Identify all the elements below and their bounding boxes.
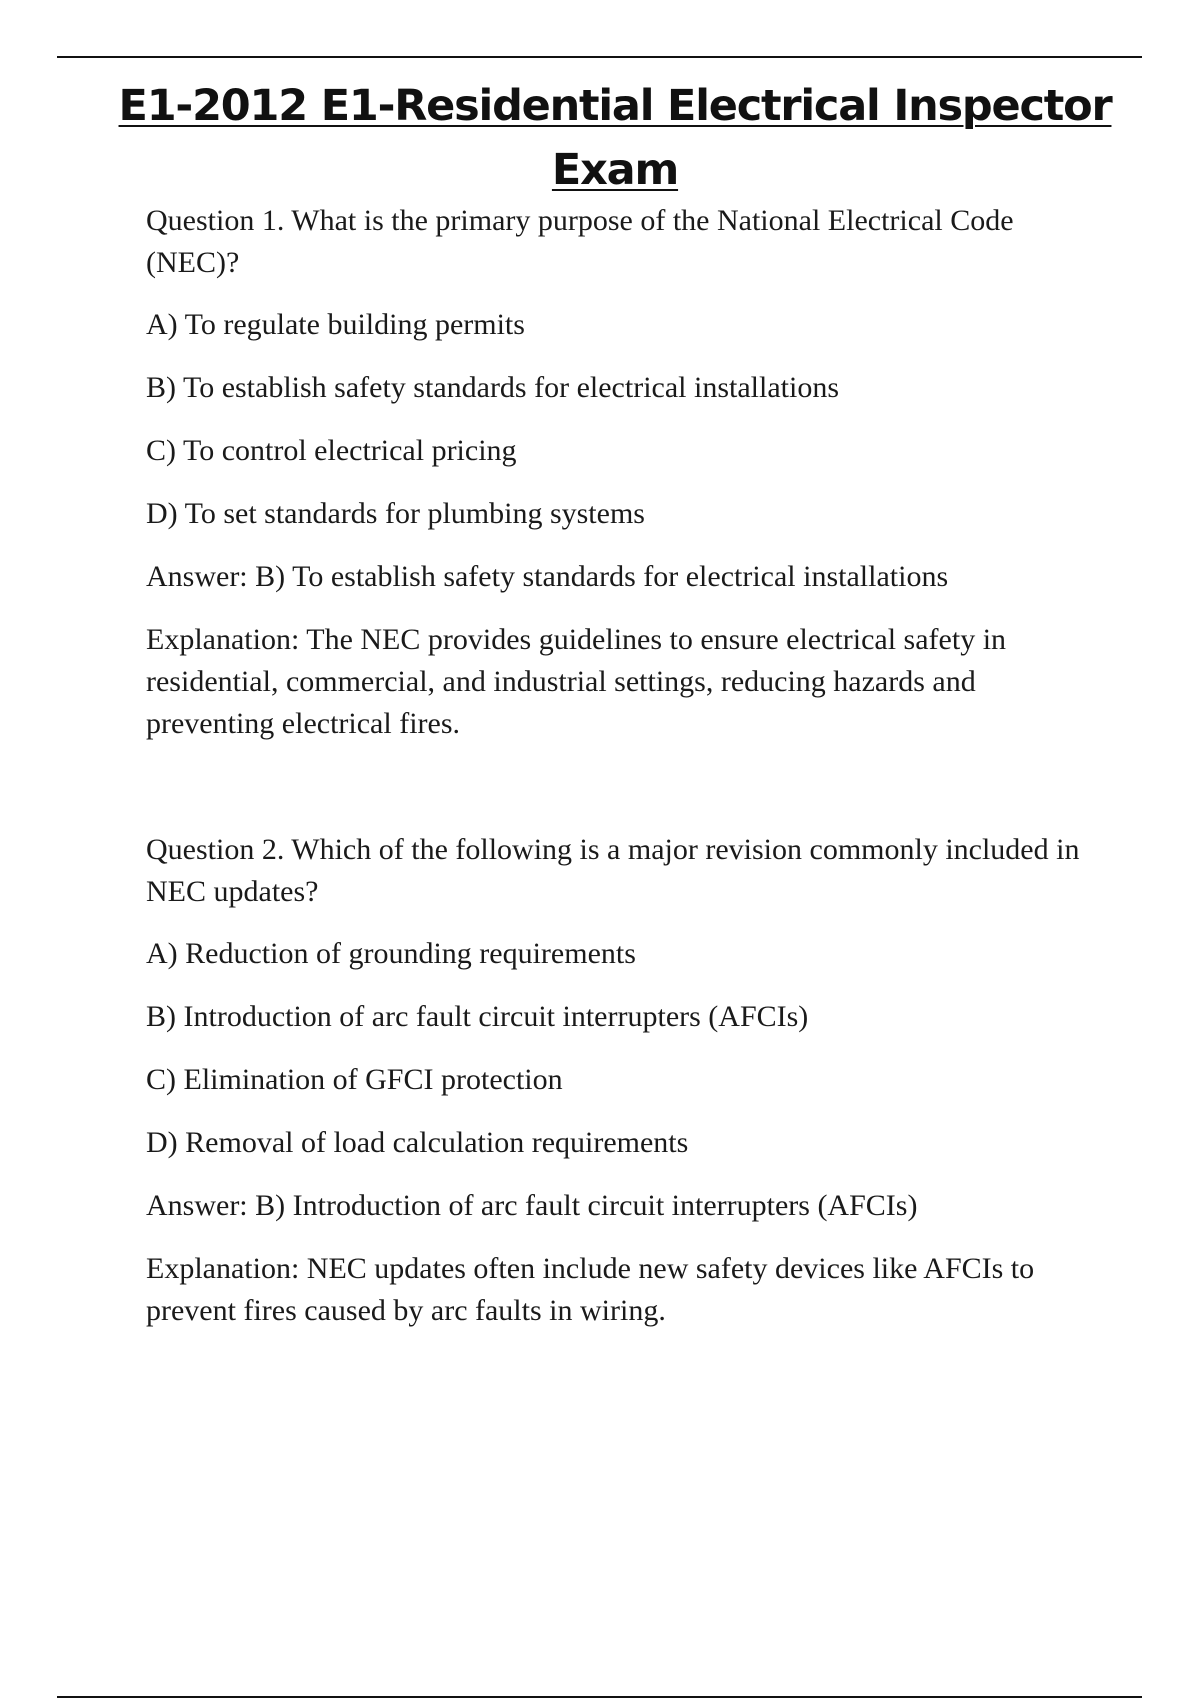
question-block-1: [146, 200, 1086, 745]
answer-text: Answer: B) To establish safety standards for electrical installations: [146, 560, 949, 593]
option-a: A) Reduction of grounding requirements: [146, 937, 636, 970]
option-d: D) To set standards for plumbing systems: [146, 497, 645, 530]
document-body: [146, 200, 1086, 1332]
explanation-text: Explanation: NEC updates often include new safety devices like AFCIs to prevent fires caused by arc faults in wiring.: [146, 1252, 1035, 1327]
question-block-2: [146, 829, 1086, 1332]
option-c: C) To control electrical pricing: [146, 434, 517, 467]
option-b: B) Introduction of arc fault circuit interrupters (AFCIs): [146, 1000, 809, 1033]
option-b: B) To establish safety standards for electrical installations: [146, 371, 839, 404]
option-a: A) To regulate building permits: [146, 308, 525, 341]
option-d: D) Removal of load calculation requirements: [146, 1126, 689, 1159]
document-title: E1-2012 E1-Residential Electrical Inspector Exam: [118, 81, 1112, 195]
answer-text: Answer: B) Introduction of arc fault circuit interrupters (AFCIs): [146, 1189, 918, 1222]
question-text: Question 1. What is the primary purpose of the National Electrical Code (NEC)?: [146, 204, 1014, 279]
option-c: C) Elimination of GFCI protection: [146, 1063, 563, 1096]
top-rule: [57, 56, 1142, 58]
explanation-text: Explanation: The NEC provides guidelines to ensure electrical safety in residential, commercial, and industrial settings, reducing hazards and preventing electrical fires.: [146, 623, 1007, 740]
bottom-rule: [57, 1696, 1142, 1698]
question-text: Question 2. Which of the following is a major revision commonly included in NEC updates?: [146, 833, 1080, 908]
